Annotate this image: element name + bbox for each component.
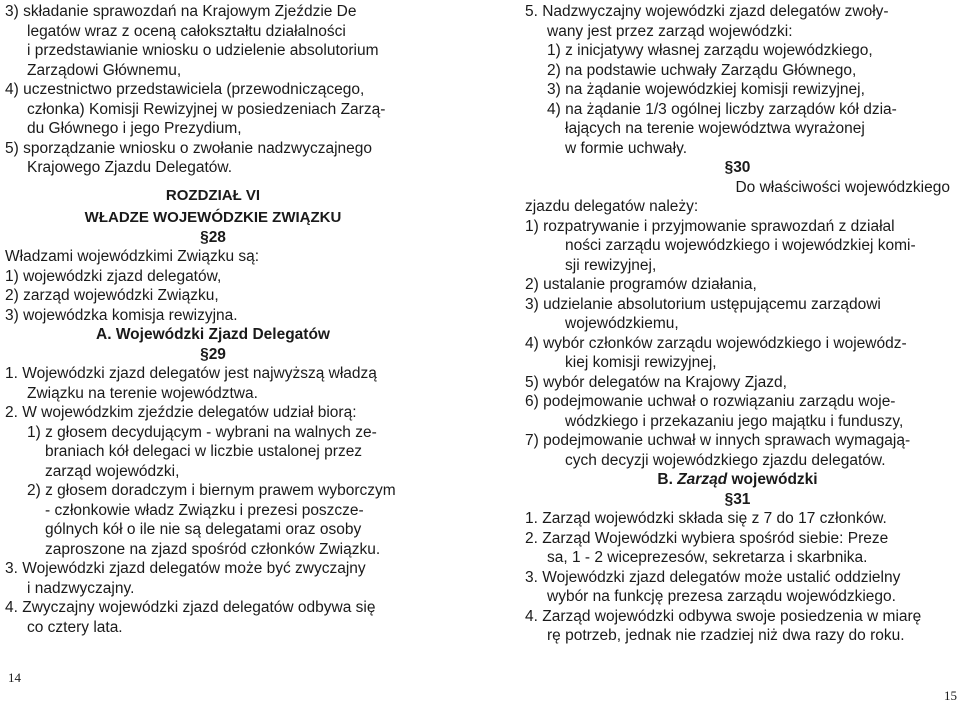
text-line: rę potrzeb, jednak nie rzadziej niż dwa razy do roku. <box>547 627 905 644</box>
text-line: wybór na funkcję prezesa zarządu wojewódzkiego. <box>547 588 896 605</box>
text-line: 3. Wojewódzki zjazd delegatów może być zwyczajny <box>5 560 366 577</box>
text-line: 4) uczestnictwo przedstawiciela (przewodniczącego, <box>5 81 365 98</box>
text-line: co cztery lata. <box>27 618 123 636</box>
text-line: 5) wybór delegatów na Krajowy Zjazd, <box>525 373 787 391</box>
text-line: Krajowego Zjazdu Delegatów. <box>27 159 233 176</box>
section-number: §31 <box>724 490 751 508</box>
text-line: 3) na żądanie wojewódzkiej komisji rewizyjnej, <box>547 81 865 98</box>
text-line: 6) podejmowanie uchwał o rozwiązaniu zarządu woje- <box>525 393 896 410</box>
section-number: §29 <box>200 345 226 363</box>
chapter-heading: ROZDZIAŁ VI <box>165 186 261 204</box>
text-line: ności zarządu wojewódzkiego i wojewódzkiej komi- <box>565 237 916 254</box>
page-number-left: 14 <box>8 670 21 685</box>
section-number: §30 <box>724 159 751 176</box>
text-line: du Głównego i jego Prezydium, <box>27 120 242 137</box>
text-line: 3) składanie sprawozdań na Krajowym Zjeździe De <box>5 3 357 20</box>
text-line: 4. Zwyczajny wojewódzki zjazd delegatów odbywa się <box>5 599 376 616</box>
text-line: 3) udzielanie absolutorium ustępującemu zarządowi <box>525 295 881 313</box>
text-line: Związku na terenie województwa. <box>27 384 258 402</box>
text-line: zjazdu delegatów należy: <box>525 198 699 215</box>
text-line: 2) z głosem doradczym i biernym prawem wyborczym <box>27 482 396 499</box>
text-line: sji rewizyjnej, <box>565 256 657 274</box>
text-line: zarząd wojewódzki, <box>45 462 180 480</box>
text-line: Zarządowi Głównemu, <box>27 61 182 79</box>
page-number-right: 15 <box>944 688 957 703</box>
text-line: 1. Wojewódzki zjazd delegatów jest najwyższą władzą <box>5 365 377 382</box>
text-line: 5) sporządzanie wniosku o zwołanie nadzwyczajnego <box>5 139 373 157</box>
text-line: 7) podejmowanie uchwał w innych sprawach wymagają- <box>525 432 911 449</box>
text-line: łających na terenie województwa wyrażonej <box>565 120 865 137</box>
text-line: 2) ustalanie programów działania, <box>525 276 757 293</box>
text-line: 1) wojewódzki zjazd delegatów, <box>5 267 222 285</box>
text-line: 2. Zarząd Wojewódzki wybiera spośród siebie: Preze <box>525 529 889 547</box>
text-line: sa, 1 - 2 wiceprezesów, sekretarza i skarbnika. <box>547 549 868 566</box>
text-line: legatów wraz z oceną całokształtu działalności <box>27 22 346 40</box>
text-line: Władzami wojewódzkimi Związku są: <box>5 248 260 265</box>
text-line: 2. W wojewódzkim zjeździe delegatów udział biorą: <box>5 404 357 421</box>
text-line: cych decyzji wojewódzkiego zjazdu delegatów. <box>565 451 886 469</box>
text-line: 4) na żądanie 1/3 ogólnej liczby zarządów kół dzia- <box>547 100 897 118</box>
text-line: członka) Komisji Rewizyjnej w posiedzeniach Zarzą- <box>27 100 386 118</box>
text-line: Do właściwości wojewódzkiego <box>735 178 950 196</box>
left-column <box>5 2 421 637</box>
section-sign-icon: § <box>200 228 209 246</box>
text-line: 1) z inicjatywy własnej zarządu wojewódzkiego, <box>547 42 873 59</box>
text-line: zaproszone na zjazd spośród członków Związku. <box>45 540 381 558</box>
text-line: 2) zarząd wojewódzki Związku, <box>5 287 219 304</box>
text-line: - członkowie władz Związku i prezesi poszcze- <box>45 501 364 519</box>
section-number: §28 <box>200 228 226 246</box>
text-line: wódzkiego i przekazaniu jego majątku i funduszy, <box>565 412 904 430</box>
text-line: 1. Zarząd wojewódzki składa się z 7 do 17 członków. <box>525 510 887 527</box>
chapter-title: WŁADZE WOJEWÓDZKIE ZWIĄZKU <box>84 209 342 226</box>
text-line: 3) wojewódzka komisja rewizyjna. <box>5 306 238 324</box>
text-line: 5. Nadzwyczajny wojewódzki zjazd delegatów zwoły- <box>525 3 889 20</box>
right-column <box>525 2 950 646</box>
text-line: 4) wybór członków zarządu wojewódzkiego i wojewódz- <box>525 334 907 352</box>
text-line: w formie uchwały. <box>565 139 688 157</box>
section-sign-icon: § <box>724 159 734 176</box>
text-line: 3. Wojewódzki zjazd delegatów może ustalić oddzielny <box>525 568 901 586</box>
section-sign-icon: § <box>200 345 209 363</box>
text-line: i przedstawianie wniosku o udzielenie absolutorium <box>27 42 379 59</box>
text-line: braniach kół delegaci w liczbie ustalonej przez <box>45 443 363 460</box>
text-line: 1) rozpatrywanie i przyjmowanie sprawozdań z działal <box>525 217 895 235</box>
subsection-heading: A. Wojewódzki Zjazd Delegatów <box>96 326 330 343</box>
text-line: 4. Zarząd wojewódzki odbywa swoje posiedzenia w miarę <box>525 607 922 625</box>
text-line: wany jest przez zarząd wojewódzki: <box>547 22 793 40</box>
text-line: gólnych kół o ile nie są delegatami oraz osoby <box>45 521 362 538</box>
text-line: 1) z głosem decydującym - wybrani na walnych ze- <box>27 423 377 441</box>
section-sign-icon: § <box>724 490 734 508</box>
text-line: 2) na podstawie uchwały Zarządu Głównego, <box>547 61 857 79</box>
text-line: kiej komisji rewizyjnej, <box>565 354 717 371</box>
subsection-heading: B. Zarząd wojewódzki <box>657 471 818 488</box>
text-line: i nadzwyczajny. <box>27 579 135 597</box>
text-line: wojewódzkiemu, <box>565 315 679 332</box>
